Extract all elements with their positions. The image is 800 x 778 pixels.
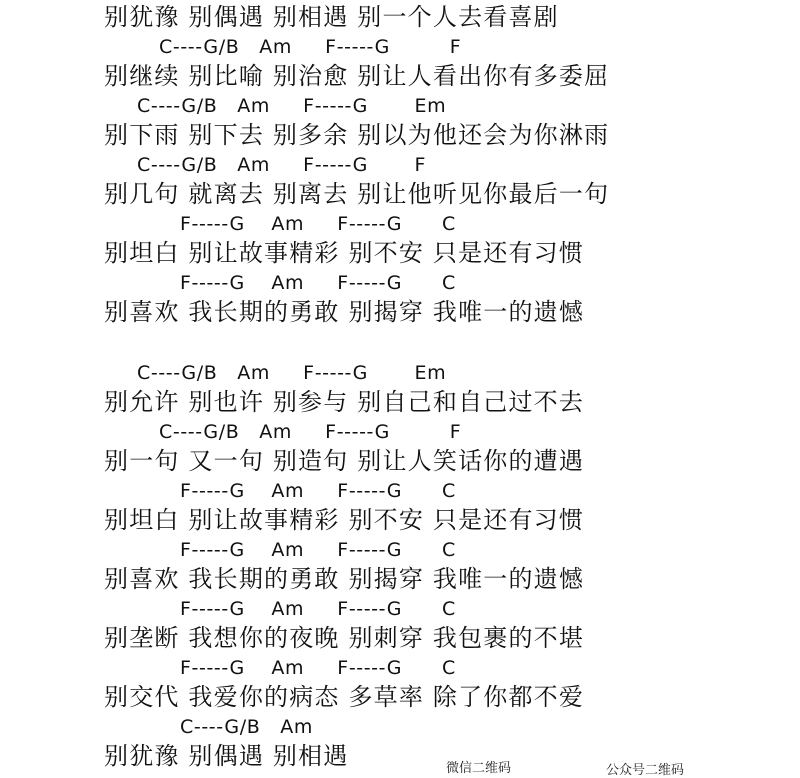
wechat-qr-label: 微信二维码 [446,761,512,776]
chord-line: C----G/B Am [180,716,313,738]
chord-line: F-----G Am F-----G C [180,598,456,620]
lyric-line: 别坦白 别让故事精彩 别不安 只是还有习惯 [104,506,585,534]
chord-line: C----G/B Am F-----G F [137,154,427,176]
chord-line: C----G/B Am F-----G Em [137,362,447,384]
chord-line: F-----G Am F-----G C [180,480,456,502]
chord-line: F-----G Am F-----G C [180,657,456,679]
lyric-line: 别犹豫 别偶遇 别相遇 别一个人去看喜剧 [104,3,559,31]
chord-line: C----G/B Am F-----G F [159,36,462,58]
chord-line: C----G/B Am F-----G Em [137,95,447,117]
lyric-line: 别几句 就离去 别离去 别让他听见你最后一句 [104,180,610,208]
lyric-line: 别喜欢 我长期的勇敢 别揭穿 我唯一的遗憾 [104,565,585,593]
lyric-line: 别喜欢 我长期的勇敢 别揭穿 我唯一的遗憾 [104,298,585,326]
lyric-line: 别坦白 别让故事精彩 别不安 只是还有习惯 [104,239,585,267]
lyric-line: 别下雨 别下去 别多余 别以为他还会为你淋雨 [104,121,610,149]
chord-line: C----G/B Am F-----G F [159,421,462,443]
lyric-line: 别一句 又一句 别造句 别让人笑话你的遭遇 [104,447,585,475]
chord-line: F-----G Am F-----G C [180,272,456,294]
lyric-line: 别犹豫 别偶遇 别相遇 [104,742,349,770]
chord-line: F-----G Am F-----G C [180,213,456,235]
lyric-line: 别交代 我爱你的病态 多草率 除了你都不爱 [104,683,585,711]
lyric-line: 别允许 别也许 别参与 别自己和自己过不去 [104,388,585,416]
lyric-line: 别继续 别比喻 别治愈 别让人看出你有多委屈 [104,62,610,90]
lyric-line: 别垄断 我想你的夜晚 别刺穿 我包裹的不堪 [104,624,585,652]
chord-line: F-----G Am F-----G C [180,539,456,561]
official-account-qr-label: 公众号二维码 [606,763,685,778]
